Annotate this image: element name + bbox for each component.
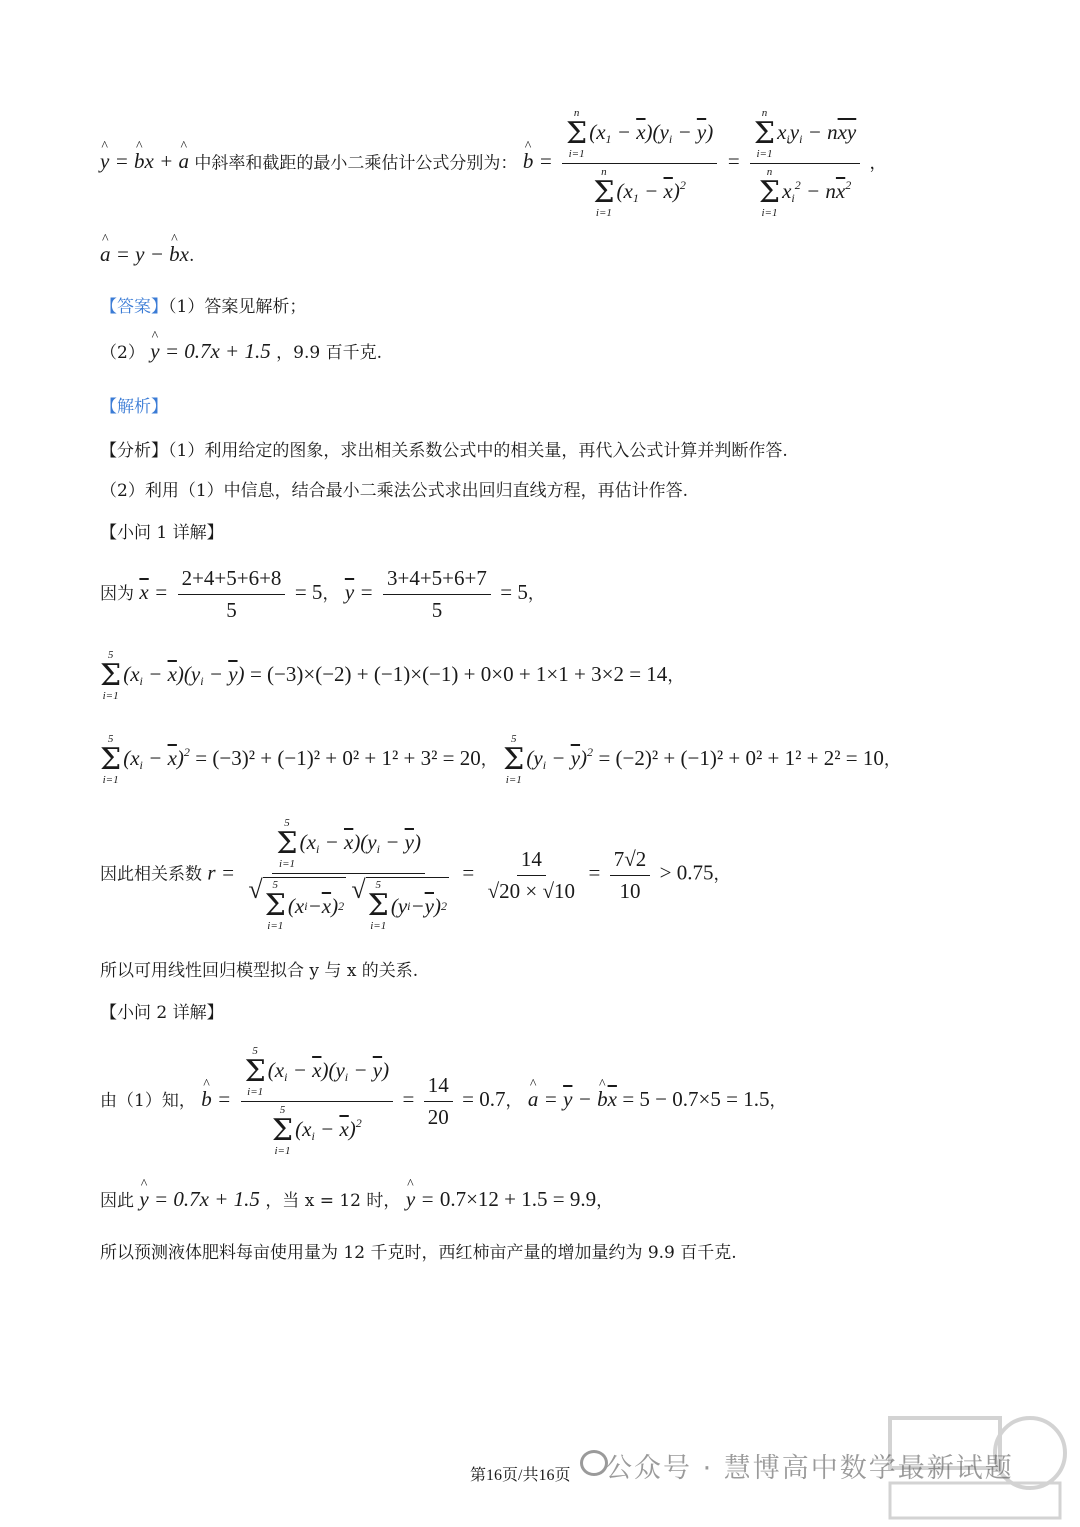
q1-conclusion: 所以可用线性回归模型拟合 y 与 x 的关系. <box>100 961 419 981</box>
correlation-line: 因此相关系数 r = 5 Σ i=1 $(x_i - \overline{x})(y_i - \overline{y})$ √ 5 Σ i=1 (x i − $\overline{x}$ ) 2 √ 5 Σ i=1 (y i − $\overline{y}$ ) 2 = $\frac{14}{√20 \times √10}$ = $\frac{7√2}{10}$ > 0.75， <box>100 817 731 932</box>
answer-line-2: （2） ^ y = 0.7x + 1.5 ，9.9 百千克. <box>100 338 382 364</box>
answer-part2-suffix: ，9.9 百千克. <box>276 343 382 363</box>
q2-b-line: 由（1）知， ^ b = 5 Σ i=1 $(x_i - \overline{x})(y_i - \overline{y})$ 5 Σ i=1 $(x_i - \overline{x})^2$ = $\frac{14}{20}$ = 0.7， ^ $a = \overline{y}$ − ^ $b\overline{x} = 5 - 0.7\times 5 = 1.5$， <box>100 1046 786 1157</box>
q1-title: 【小问 1 详解】 <box>100 523 224 543</box>
page-number: 第16页/共16页 <box>470 1467 571 1484</box>
regression-formula-line <box>100 108 887 219</box>
q2-final: 所以预测液体肥料每亩使用量为 12 千克时，西红柿亩产量的增加量约为 9.9 百千克. <box>100 1243 737 1263</box>
regression-label: 中斜率和截距的最小二乘估计公式分别为： <box>194 153 518 174</box>
q2-title: 【小问 2 详解】 <box>100 1003 224 1023</box>
watermark-text: 公众号 · 慧博高中数学最新试题 <box>605 1453 1014 1484</box>
answer-tag: 【答案】 <box>100 297 168 317</box>
fenxi-line-1: 【分析】（1）利用给定的图象，求出相关系数公式中的相关量，再代入公式计算并判断作答. <box>100 441 788 461</box>
fenxi-tag: 【分析】 <box>100 441 168 461</box>
answer-line-1 <box>100 292 306 317</box>
sum-sq-line: 5 Σ i=1 $(x_i - \overline{x})^2 = (-3)^2 + (-1)^2 + 0^2 + 1^2 + 3^2 = 20$， 5 Σ i=1 $(y_i - \overline{y})^2 = (-2)^2 + (-1)^2 + 0^2 + 1^2 + 2^2 = 10$， <box>100 733 901 786</box>
comma: ， <box>869 153 887 174</box>
wechat-icon <box>580 1450 608 1476</box>
analysis-tag: 【解析】 <box>100 397 168 417</box>
q2-prediction-line: 因此 ^ y = 0.7x + 1.5 ，当 x = 12 时， ^ y = 0.7×12 + 1.5 = 9.9， <box>100 1186 613 1212</box>
answer-part2-prefix: （2） <box>100 343 145 363</box>
b-hat-formula: ^ b = n Σ i=1 $(x_1 - \overline{x})(y_i - \overline{y})$ n Σ i=1 $(x_1 - \overline{x})^2$ = n Σ i=1 $x_iy_i - n\overline{xy}$ n Σ i=1 $x_i^2 - n\overline{x}^2$ <box>523 149 870 173</box>
a-hat-formula-line: ^ a = y − ^ bx. <box>100 242 194 267</box>
means-line: 因为 $\overline{x}$ = $\frac{2+4+5+6+8}{5}$ = 5， $\overline{y}$ = $\frac{3+4+5+6+7}{5}$ = 5， <box>100 566 545 622</box>
fenxi-line-2: （2）利用（1）中信息，结合最小二乘法公式求出回归直线方程，再估计作答. <box>100 481 689 501</box>
period: . <box>189 246 195 266</box>
site-logo-watermark-icon <box>880 1398 1070 1523</box>
answer-equation: 0.7x + 1.5 <box>184 339 271 363</box>
regression-equation: ^ y = ^ bx + ^ a <box>100 149 189 173</box>
sum-xy-line: 5 Σ i=1 $(x_i - \overline{x})(y_i - \overline{y}) = (-3)\times(-2) + (-1)\times(-1) + 0\times 0 + 1\times 1 + 3\times 2 = 14$， <box>100 649 685 702</box>
answer-part1: （1）答案见解析； <box>168 297 307 317</box>
